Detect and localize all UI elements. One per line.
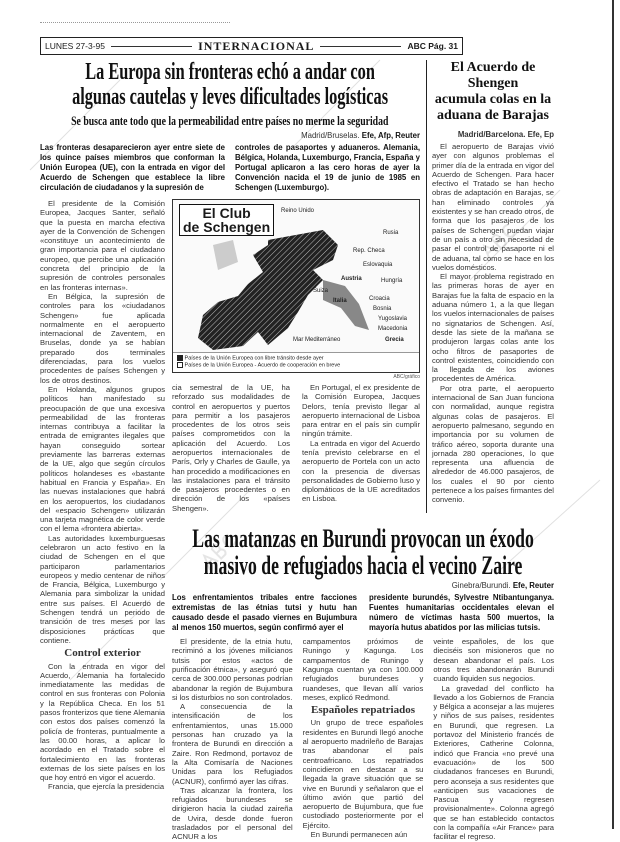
burundi-column-3 bbox=[433, 637, 554, 842]
burundi-byline bbox=[172, 581, 554, 590]
header-page: ABC Pág. 31 bbox=[407, 41, 459, 51]
headline-line: acumula colas en la bbox=[434, 92, 552, 107]
legend-swatch-dark bbox=[177, 355, 183, 361]
subhead-espanoles-repatriados: Españoles repatriados bbox=[311, 704, 416, 717]
main-column-3 bbox=[302, 383, 420, 513]
map-label: Rusia bbox=[383, 230, 399, 236]
byline-place: Madrid/Bruselas. bbox=[301, 131, 360, 140]
top-rule bbox=[40, 22, 230, 23]
paragraph: Las autoridades luxemburguesas celebraron un acto festivo en la ciudad de Schengen en el que participaron parlamentarios europeos y medio centenar de niños de Francia, Bélgica, Luxemburgo y Alemania para simbolizar la unidad entre sus países. El Acuerdo de Schengen tendrá un periodo de transición de tres meses por las disposiciones prácticas que contiene. bbox=[40, 533, 165, 645]
paragraph: La entrada en vigor del Acuerdo tenía previsto celebrarse en el aeropuerto de Portela con un acto con la presencia de diversas personalidades de Gobierno luso y diplomáticos de la UE acreditados en Lisboa. bbox=[302, 438, 420, 504]
burundi-column-1 bbox=[172, 637, 293, 842]
legend-item-schengen bbox=[177, 355, 415, 362]
headline-line: aduana de Barajas bbox=[436, 108, 550, 123]
legend-item-eu bbox=[177, 362, 415, 369]
header-rule bbox=[320, 46, 401, 47]
headline-line: El Acuerdo de Shengen bbox=[450, 60, 536, 91]
paragraph: campamentos próximos de Runingo y Kagunga. Los campamentos de Runingo y Kagunga cuentan ya con 100.000 refugiados burundeses y ruandeses, que llevan allí varios meses, explicó Redmond. bbox=[302, 637, 424, 702]
main-middle bbox=[172, 199, 420, 521]
legend-label: Países de la Unión Europea con libre tránsito desde ayer bbox=[184, 355, 324, 362]
map-label: Italia bbox=[333, 298, 347, 304]
map-label: Reino Unido bbox=[281, 208, 315, 214]
burundi-lede-right: presidente burundés, Sylvestre Ntibantunganya. Fuentes humanitarias occidentales elevan el número de víctimas hasta 500 muertos, la mayoría hutus abatidos por las milicias tutsis. bbox=[369, 593, 554, 633]
burundi-lede-left: Los enfrentamientos tribales entre facciones extremistas de las étnias tutsi y hutu han causado desde el pasado viernes en Bujumbura al menos 150 muertos, según confirmó ayer el bbox=[172, 593, 357, 633]
main-headline-line-1: La Europa sin fronteras echó a andar con bbox=[85, 59, 375, 85]
byline-agencies: Efe, Afp, Reuter bbox=[361, 131, 420, 140]
paragraph: veinte españoles, de los que dieciséis son misioneros que no desean abandonar el país. Los otros tres abandonarán Burundi cuando liquiden sus negocios. bbox=[433, 637, 555, 684]
map-label: Bosnia bbox=[373, 306, 392, 312]
main-article-top bbox=[40, 60, 420, 199]
main-columns-2-3 bbox=[172, 383, 420, 513]
main-lede-left: Las fronteras desaparecieron ayer entre siete de los quince países miembros que conforman la Unión Europea (UE), con la entrada en vigor del Acuerdo de Schengen que establece la libre circulación de ciudadanos y la supresión de bbox=[40, 143, 225, 192]
paragraph: Francia, que ejercía la presidencia bbox=[48, 782, 165, 792]
map-title bbox=[179, 204, 274, 236]
paragraph: El mayor problema registrado en las primeras horas de ayer en Barajas fue la falta de espacio en la aduana número 1, a la que llegan los vuelos internacionales de países no signatarios de Schengen. Así, desde las siete de la mañana se produjeron largas colas ante los ocho filtros de pasaportes de control existentes, coincidiendo con la llegada de los aviones procedentes de América. bbox=[432, 272, 554, 384]
paragraph: El presidente de la Comisión Europea, Jacques Santer, señaló que la puesta en marcha efectiva ayer de la Convención de Schengen «constituye un acontecimiento de gran importancia para el ciudadano europeo, que percibe una aplicación concreta del principio de la supresión de controles personales en las fronteras internas». bbox=[40, 199, 165, 292]
byline-place: Ginebra/Burundi. bbox=[451, 581, 511, 591]
page-header bbox=[40, 37, 463, 55]
map-label: Macedonia bbox=[378, 326, 408, 332]
burundi-article bbox=[172, 521, 554, 842]
paragraph: En Bélgica, la supresión de controles para los «ciudadanos Schengen» fue aplicada normalmente en el aeropuerto internacional de Zaventem, en Bruselas, donde ya se habían preparado dos terminales diferenciadas, para los vuelos procedentes de países Schengen y los de otros destinos. bbox=[40, 291, 165, 385]
map-label: Eslovaquia bbox=[363, 262, 393, 268]
header-rule bbox=[111, 46, 192, 47]
header-section: INTERNACIONAL bbox=[198, 38, 315, 53]
paragraph: Con la entrada en vigor del Acuerdo, Alemania ha fortalecido inmediatamente las medidas de control en sus fronteras con Polonia y la República Checa. En los 51 pasos fronterizos que tiene Alemania con estos dos países comenzó la policía de fronteras, puntualmente a las 00.00 horas, a aplicar lo acordado en el Tratado sobre el fortalecimiento en las fronteras externas de los siete países en los que hoy entró en vigor el acuerdo. bbox=[40, 661, 165, 783]
paragraph: Por otra parte, el aeropuerto internacional de San Juan funciona con normalidad, aunque registra algunas colas de pasajeros. El aeropuerto palmesano, segundo en importancia por su volumen de tráfico aéreo, soporta durante una jornada 280 operaciones, lo que representa una afluencia de alrededor de 46.000 pasajeros, de los cuales el 90 por ciento pertenece a los países firmantes del convenio. bbox=[432, 383, 554, 505]
map-title-line: El Club bbox=[202, 205, 251, 221]
burundi-headline-line-1: Las matanzas en Burundi provocan un éxodo bbox=[192, 524, 534, 554]
schengen-map bbox=[172, 199, 420, 373]
map-area bbox=[173, 200, 419, 352]
burundi-column-2 bbox=[303, 637, 424, 842]
page-grid bbox=[40, 60, 554, 842]
side-column bbox=[432, 142, 554, 505]
paragraph: cia semestral de la UE, ha reforzado sus modalidades de control en aeropuertos y puertos para permitir a los pasajeros procedentes de los otros seis países comprometidos con la aplicación del Acuerdo. Los aeropuertos internacionales de París, Orly y Charles de Gaulle, ya han procedido a modificaciones en las instalaciones para el tránsito de pasajeros procedentes o en dirección de los «países Shengen». bbox=[172, 382, 290, 513]
map-title-line: de Schengen bbox=[183, 219, 271, 235]
paragraph: Un grupo de trece españoles residentes en Burundi llegó anoche al aeropuerto madrileño de Barajas tras abandonar el país centroafricano. Los repatriados coincidieron en destacar a su llegada la grave situación que se vive en Burundi y señalaron que el último avión que partió del aeropuerto de Bujumbura, que fue custodiado posteriormente por el Ejército. bbox=[302, 718, 424, 830]
paragraph: Tras alcanzar la frontera, los refugiados burundeses se dirigieron hacia la ciudad zaireña de Uvira, desde donde fueron trasladados por el personal del ACNUR a los bbox=[172, 785, 293, 842]
side-headline bbox=[432, 60, 554, 124]
italy-shape bbox=[323, 280, 369, 330]
map-credit: ABC/gráfico bbox=[393, 373, 420, 380]
header-date: LUNES 27-3-95 bbox=[45, 41, 106, 51]
main-lede-right: controles de pasaportes y aduaneros. Alemania, Bélgica, Holanda, Luxemburgo, Francia, España y Portugal aplicaron a las cero horas de ayer la Convención nacida el 19 de junio de 1985 en Schengen (Luxemburgo). bbox=[235, 143, 421, 192]
side-byline: Madrid/Barcelona. Efe, Ep bbox=[457, 130, 554, 139]
map-label: Suiza bbox=[313, 288, 329, 294]
map-label: Hungría bbox=[381, 278, 403, 284]
map-label: Rep. Checa bbox=[353, 248, 385, 254]
main-subhead: Se busca ante todo que la permeabilidad entre países no merme la seguridad bbox=[71, 113, 389, 128]
legend-label: Países de la Unión Europea - Acuerdo de cooperación en breve bbox=[184, 362, 341, 369]
burundi-lede bbox=[172, 593, 554, 633]
burundi-headline-line-2: masivo de refugiados hacia el vecino Zaire bbox=[203, 551, 523, 581]
main-column-1 bbox=[40, 199, 165, 792]
legend-swatch-light bbox=[177, 362, 183, 368]
byline-agencies: Efe, Reuter bbox=[512, 581, 554, 591]
map-label: Mar Mediterráneo bbox=[293, 337, 341, 343]
map-legend bbox=[173, 352, 419, 372]
main-headline-line-2: algunas cautelas y leves dificultades logísticas bbox=[72, 84, 389, 110]
paragraph: La gravedad del conflicto ha llevado a los Gobiernos de Francia y Bélgica a aconsejar a las mujeres y niños de sus países, residentes en Burundi, que regresen. La portavoz del Ministerio francés de Exteriores, Catherine Colonna, indicó que Francia «no prevé una evacuación» de los 500 ciudadanos franceses en Burundi, pero aconseja a sus residentes que «anticipen sus vacaciones de Pascua y regresen provisionalmente». Colonna agregó que se han establecido contactos con la compañía «Air France» para facilitar el regreso. bbox=[433, 683, 555, 842]
main-lede bbox=[40, 143, 420, 193]
paragraph: A consecuencia de la intensificación de los enfrentamientos, unas 15.000 personas han cruzado ya la frontera de Burundi en dirección a Zaire. Ron Redmond, portavoz de la Alta Comisaría de Naciones Unidas para los Refugiados (ACNUR), confirmó ayer las cifras. bbox=[172, 702, 293, 786]
paragraph: El presidente, de la etnia hutu, recriminó a los jóvenes milicianos tutsis por estos «actos de purificación étnica», y aseguró que cerca de 300.000 personas podrían abandonar la región de Bujumbura si los disturbios no son controlados. bbox=[172, 637, 293, 702]
paragraph: En Portugal, el ex presidente de la Comisión Europea, Jacques Delors, tenía previsto llegar al aeropuerto internacional de Lisboa para entrar en el país sin cumplir ningún trámite. bbox=[302, 382, 420, 439]
uk-shape bbox=[213, 240, 238, 270]
page-edge bbox=[612, 0, 614, 829]
map-label: Yugoslavia bbox=[378, 316, 408, 322]
map-label: Austria bbox=[341, 276, 362, 282]
paragraph: El aeropuerto de Barajas vivió ayer con algunos problemas el primer día de la entrada en vigor del Acuerdo de Schengen. Para hacer efectivo el Tratado se han hecho obras de adaptación en Barajas, se han eliminado controles ya existentes y se han creado otros, de forma que los pasajeros de los países de Schengen puedan viajar de un país a otro sin necesidad de pasar el control de pasaporte ni el de aduana, tal como se hace en los vuelos domésticos. bbox=[432, 142, 554, 272]
main-byline bbox=[40, 131, 420, 140]
subhead-control-exterior: Control exterior bbox=[64, 647, 141, 660]
burundi-columns bbox=[172, 637, 554, 842]
map-label: Grecia bbox=[385, 337, 404, 343]
side-article bbox=[426, 60, 554, 513]
paragraph: En Holanda, algunos grupos políticos han manifestado su preocupación de que una excesiva permeabilidad de las fronteras internas contribuya a facilitar la entrada de emigrantes ilegales que hayan conseguido sortear previamente las barreras externas de la UE, algo que según círculos políticos holandeses es «bastante habitual en Francia y España». En las nuevas instalaciones que habrá en los aeropuertos, los ciudadanos del «espacio Schengen» utilizarán una tarjeta magnética de color verde con el lema «frontera abierta». bbox=[40, 384, 165, 534]
map-label: Croacia bbox=[369, 296, 390, 302]
main-column-2 bbox=[172, 383, 290, 513]
paragraph: En Burundi permanecen aún bbox=[310, 830, 408, 839]
